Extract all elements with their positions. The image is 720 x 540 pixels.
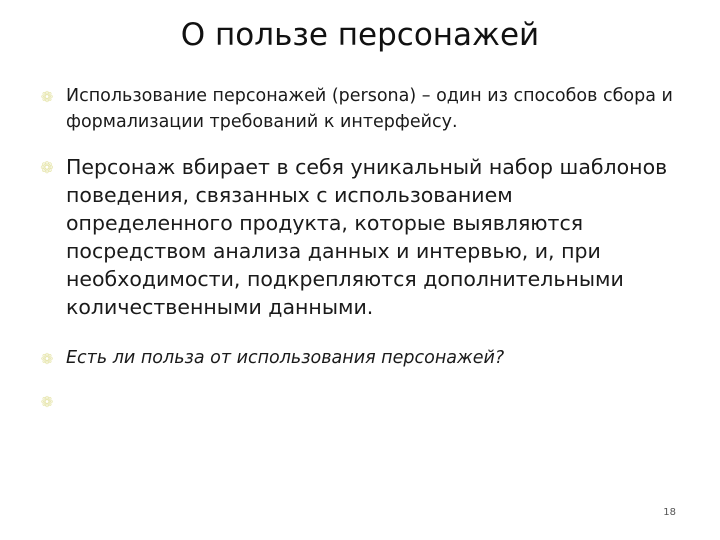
slide-title: О пользе персонажей	[180, 17, 540, 53]
bullet-list	[38, 83, 678, 417]
bullet-text: Есть ли польза от использования персонажей?	[66, 348, 505, 368]
bullet-text: Персонаж вбирает в себя уникальный набор шаблонов поведения, связанных с использованием определенного продукта, которые выявляются посредством анализа данных и интервью, и, при необходимости, подкрепляются дополнительными количественными данными.	[66, 155, 668, 319]
flower-bullet-icon: ❁	[40, 158, 54, 177]
bullet-item	[38, 153, 678, 321]
bullet-text: Использование персонажей (persona) – один из способов сбора и формализации требований к интерфейсу.	[66, 86, 673, 132]
flower-bullet-icon: ❁	[40, 393, 54, 411]
flower-bullet-icon: ❁	[40, 88, 54, 106]
flower-bullet-icon: ❁	[40, 350, 54, 368]
bullet-item-empty	[38, 393, 678, 417]
page-number: 18	[663, 507, 676, 518]
bullet-item	[38, 345, 678, 371]
bullet-item	[38, 83, 678, 135]
